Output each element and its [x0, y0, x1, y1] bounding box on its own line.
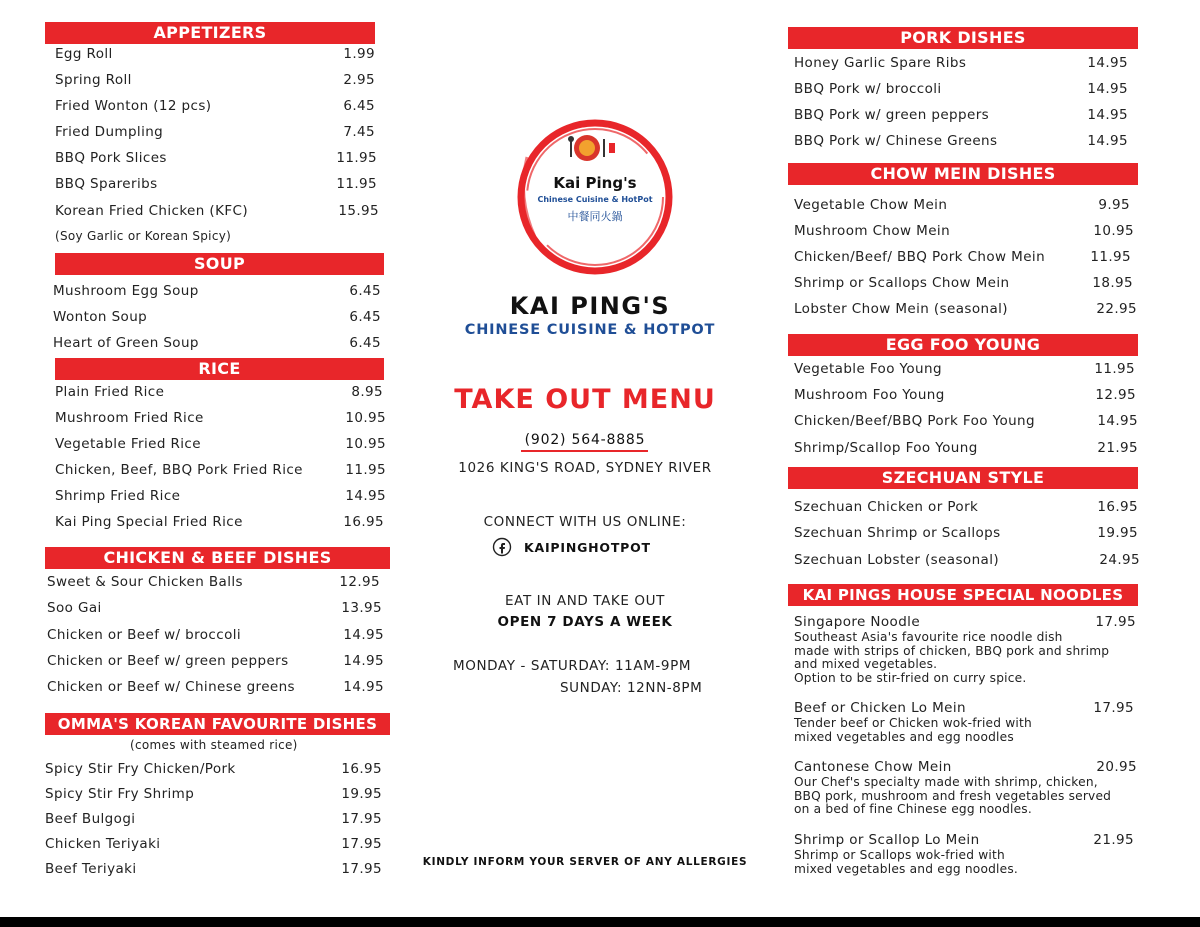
korean-note: (comes with steamed rice) [130, 738, 298, 752]
item-price: 19.95 [1097, 525, 1138, 541]
item-price: 14.95 [1087, 133, 1128, 149]
item-name: Szechuan Chicken or Pork [794, 499, 979, 515]
item-price: 12.95 [1095, 387, 1136, 403]
item-name: Soo Gai [47, 600, 102, 616]
item-name: Chicken or Beef w/ broccoli [47, 627, 242, 643]
item-name: Szechuan Lobster (seasonal) [794, 552, 1000, 568]
item-name: BBQ Pork w/ broccoli [794, 81, 942, 97]
description-line: on a bed of fine Chinese egg noodles. [794, 802, 1032, 816]
item-price: 17.95 [1095, 614, 1136, 630]
item-description [794, 631, 1109, 685]
pork-header: PORK DISHES [788, 27, 1138, 49]
item-price: 14.95 [1087, 81, 1128, 97]
item-price: 14.95 [343, 679, 384, 695]
item-price: 1.99 [343, 46, 375, 62]
item-price: 12.95 [339, 574, 380, 590]
soup-header: SOUP [55, 253, 384, 275]
item-name: Korean Fried Chicken (KFC) [55, 203, 248, 219]
item-price: 6.45 [349, 335, 381, 351]
item-price: 14.95 [1087, 55, 1128, 71]
item-name: Chicken, Beef, BBQ Pork Fried Rice [55, 462, 303, 478]
item-name: Szechuan Shrimp or Scallops [794, 525, 1001, 541]
item-name: Vegetable Fried Rice [55, 436, 201, 452]
item-price: 14.95 [345, 488, 386, 504]
item-price: 9.95 [1098, 197, 1130, 213]
description-line: and mixed vegetables. [794, 657, 938, 671]
item-price: 18.95 [1092, 275, 1133, 291]
item-name: Beef Bulgogi [45, 811, 136, 827]
item-name: Heart of Green Soup [53, 335, 199, 351]
item-price: 10.95 [345, 410, 386, 426]
description-line: made with strips of chicken, BBQ pork and shrimp [794, 643, 1110, 658]
item-price: 16.95 [1097, 499, 1138, 515]
szechuan-header: SZECHUAN STYLE [788, 467, 1138, 489]
item-price: 10.95 [1093, 223, 1134, 239]
item-price: 11.95 [336, 176, 377, 192]
item-price: 24.95 [1099, 552, 1140, 568]
item-price: 17.95 [1093, 700, 1134, 716]
item-price: 7.45 [343, 124, 375, 140]
item-name: Chicken Teriyaki [45, 836, 161, 852]
item-name: Singapore Noodle [794, 614, 921, 630]
item-name: Chicken or Beef w/ Chinese greens [47, 679, 295, 695]
egg-foo-young-header: EGG FOO YOUNG [788, 334, 1138, 356]
description-line: Shrimp or Scallops wok-fried with [794, 848, 1005, 862]
item-price: 6.45 [349, 309, 381, 325]
item-name: Mushroom Fried Rice [55, 410, 204, 426]
item-price: 6.45 [343, 98, 375, 114]
item-name: Chicken/Beef/BBQ Pork Foo Young [794, 413, 1035, 429]
phone-number: (902) 564-8885 [524, 432, 646, 448]
eat-in-label: EAT IN AND TAKE OUT [505, 593, 665, 609]
connect-label: CONNECT WITH US ONLINE: [483, 514, 687, 530]
item-name: Spring Roll [55, 72, 132, 88]
item-price: 11.95 [345, 462, 386, 478]
item-price: 14.95 [1087, 107, 1128, 123]
item-name: BBQ Pork w/ Chinese Greens [794, 133, 998, 149]
allergy-notice: KINDLY INFORM YOUR SERVER OF ANY ALLERGIES [422, 856, 748, 868]
item-price: 16.95 [341, 761, 382, 777]
item-price: 2.95 [343, 72, 375, 88]
item-name: Chicken or Beef w/ green peppers [47, 653, 289, 669]
description-line: BBQ pork, mushroom and fresh vegetables served [794, 788, 1112, 803]
item-price: 17.95 [341, 861, 382, 877]
phone-underline [521, 450, 648, 452]
item-price: 21.95 [1097, 440, 1138, 456]
item-name: Shrimp Fried Rice [55, 488, 181, 504]
item-name: Shrimp/Scallop Foo Young [794, 440, 978, 456]
item-price: 6.45 [349, 283, 381, 299]
item-name: BBQ Pork w/ green peppers [794, 107, 990, 123]
description-line: mixed vegetables and egg noodles [794, 729, 1014, 744]
item-name: Chicken/Beef/ BBQ Pork Chow Mein [794, 249, 1046, 265]
item-name: Mushroom Foo Young [794, 387, 945, 403]
item-name: Kai Ping Special Fried Rice [55, 514, 243, 530]
logo-chinese: 中餐同火鍋 [567, 210, 623, 223]
hours-weekday: MONDAY - SATURDAY: 11AM-9PM [453, 658, 692, 674]
chow-mein-header: CHOW MEIN DISHES [788, 163, 1138, 185]
item-name: Beef Teriyaki [45, 861, 137, 877]
restaurant-title: KAI PING'S [509, 292, 671, 320]
item-price: 19.95 [341, 786, 382, 802]
logo-name: Kai Ping's [553, 174, 637, 192]
facebook-icon [492, 537, 512, 557]
appetizers-note: (Soy Garlic or Korean Spicy) [55, 229, 232, 243]
item-name: Vegetable Foo Young [794, 361, 942, 377]
item-price: 17.95 [341, 811, 382, 827]
item-price: 13.95 [341, 600, 382, 616]
restaurant-subtitle: CHINESE CUISINE & HOTPOT [464, 322, 716, 338]
social-handle: KAIPINGHOTPOT [524, 540, 651, 555]
description-line: Option to be stir-fried on curry spice. [794, 670, 1027, 685]
item-price: 14.95 [343, 653, 384, 669]
korean-header: OMMA'S KOREAN FAVOURITE DISHES [45, 713, 390, 735]
menu-title: TAKE OUT MENU [454, 384, 716, 415]
description-line: Our Chef's specialty made with shrimp, chicken, [794, 775, 1098, 789]
item-name: Honey Garlic Spare Ribs [794, 55, 967, 71]
bottom-border [0, 917, 1200, 927]
house-noodles-header: KAI PINGS HOUSE SPECIAL NOODLES [788, 584, 1138, 606]
item-name: Vegetable Chow Mein [794, 197, 948, 213]
item-name: Fried Dumpling [55, 124, 164, 140]
logo-subtitle: Chinese Cuisine & HotPot [537, 195, 653, 204]
item-name: Spicy Stir Fry Chicken/Pork [45, 761, 236, 777]
item-price: 17.95 [341, 836, 382, 852]
item-price: 14.95 [1097, 413, 1138, 429]
address: 1026 KING'S ROAD, SYDNEY RIVER [458, 460, 712, 476]
item-price: 16.95 [343, 514, 384, 530]
item-name: Wonton Soup [53, 309, 148, 325]
item-price: 20.95 [1096, 759, 1137, 775]
item-name: Plain Fried Rice [55, 384, 165, 400]
item-price: 14.95 [343, 627, 384, 643]
item-name: Fried Wonton (12 pcs) [55, 98, 212, 114]
item-price: 11.95 [1094, 361, 1135, 377]
item-description [794, 717, 1032, 744]
description-line: Tender beef or Chicken wok-fried with [794, 716, 1032, 730]
item-name: BBQ Pork Slices [55, 150, 167, 166]
rice-header: RICE [55, 358, 384, 380]
item-name: Spicy Stir Fry Shrimp [45, 786, 195, 802]
item-description [794, 776, 1111, 817]
open-days: OPEN 7 DAYS A WEEK [497, 614, 673, 630]
chicken-beef-header: CHICKEN & BEEF DISHES [45, 547, 390, 569]
hours-sunday: SUNDAY: 12NN-8PM [560, 680, 703, 696]
item-price: 11.95 [336, 150, 377, 166]
item-price: 21.95 [1093, 832, 1134, 848]
item-name: Mushroom Egg Soup [53, 283, 199, 299]
item-name: Shrimp or Scallops Chow Mein [794, 275, 1010, 291]
appetizers-header: APPETIZERS [45, 22, 375, 44]
item-description [794, 849, 1018, 876]
restaurant-logo [497, 117, 693, 277]
item-name: Shrimp or Scallop Lo Mein [794, 832, 980, 848]
item-name: Beef or Chicken Lo Mein [794, 700, 966, 716]
item-price: 15.95 [338, 203, 379, 219]
description-line: mixed vegetables and egg noodles. [794, 861, 1018, 876]
item-name: Lobster Chow Mein (seasonal) [794, 301, 1008, 317]
item-name: Cantonese Chow Mein [794, 759, 952, 775]
item-price: 11.95 [1090, 249, 1131, 265]
item-name: BBQ Spareribs [55, 176, 158, 192]
item-price: 22.95 [1096, 301, 1137, 317]
description-line: Southeast Asia's favourite rice noodle dish [794, 630, 1063, 644]
social-link[interactable] [492, 537, 652, 557]
item-name: Egg Roll [55, 46, 113, 62]
item-name: Mushroom Chow Mein [794, 223, 951, 239]
item-price: 10.95 [345, 436, 386, 452]
item-name: Sweet & Sour Chicken Balls [47, 574, 243, 590]
item-price: 8.95 [351, 384, 383, 400]
